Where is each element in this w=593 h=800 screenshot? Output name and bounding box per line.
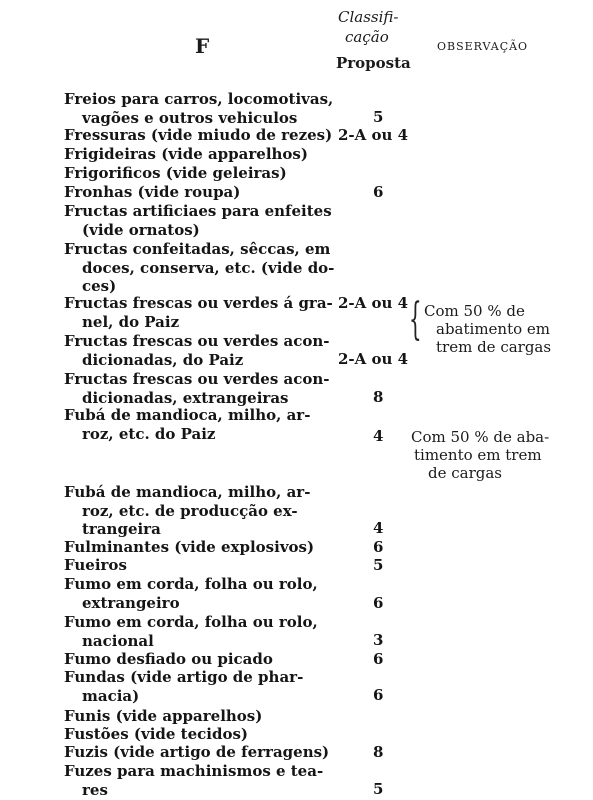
column-header-observacao: OBSERVAÇÃO	[437, 40, 529, 53]
entry-title: Funis (vide apparelhos)	[64, 707, 263, 725]
entry-title: Freios para carros, locomotivas,	[64, 90, 334, 108]
entry-classification: 6	[373, 686, 384, 704]
entry-title: Fronhas (vide roupa)	[64, 183, 241, 201]
observation-note-1	[424, 302, 551, 356]
entry-title: Fumo em corda, folha ou rolo,	[64, 575, 318, 593]
entry-title: Fructas frescas ou verdes acon-	[64, 332, 330, 350]
entry-title: Fubá de mandioca, milho, ar-	[64, 483, 311, 501]
entry-continuation: macia)	[82, 686, 140, 705]
observation-note-2	[411, 428, 549, 482]
entry-classification: 6	[373, 650, 384, 668]
column-header-classificacao-2: cação	[345, 28, 389, 46]
entry-title: Fuzis (vide artigo de ferragens)	[64, 743, 330, 761]
entry-continuation: roz, etc. de producção ex-	[82, 501, 298, 520]
entry-continuation: extrangeiro	[82, 593, 180, 612]
entry-classification: 6	[373, 183, 384, 201]
entry-continuation: dicionadas, do Paiz	[82, 350, 244, 369]
column-header-proposta: Proposta	[336, 54, 411, 72]
entry-title: Fueiros	[64, 556, 127, 574]
entry-title: Fumo em corda, folha ou rolo,	[64, 613, 318, 631]
column-header-classificacao-1: Classifi-	[338, 8, 399, 26]
entry-classification: 5	[373, 556, 384, 574]
note-line: de cargas	[428, 464, 503, 482]
entry-continuation: vagões e outros vehiculos	[82, 108, 298, 127]
entry-title: Frigideiras (vide apparelhos)	[64, 145, 308, 163]
entry-title: Fundas (vide artigo de phar-	[64, 668, 304, 686]
entry-classification: 2-A ou 4	[338, 294, 409, 312]
entry-title: Fructas frescas ou verdes acon-	[64, 370, 330, 388]
entry-title: Fressuras (vide miudo de rezes)	[64, 126, 333, 144]
entry-classification: 8	[373, 743, 384, 761]
entry-classification: 8	[373, 388, 384, 406]
entry-continuation: trangeira	[82, 520, 161, 539]
entry-continuation: res	[82, 780, 108, 799]
entry-title: Fumo desfiado ou picado	[64, 650, 273, 668]
entry-continuation: roz, etc. do Paiz	[82, 424, 216, 443]
entry-classification: 2-A ou 4	[338, 350, 409, 368]
entry-classification: 4	[373, 519, 384, 537]
entry-title: Fulminantes (vide explosivos)	[64, 538, 315, 556]
entry-classification: 5	[373, 108, 384, 126]
note-line: Com 50 % de aba-	[411, 428, 550, 446]
entry-title: Frigorificos (vide geleiras)	[64, 164, 287, 182]
section-letter: F	[195, 34, 210, 58]
entry-continuation: ces)	[82, 277, 117, 296]
entry-classification: 3	[373, 631, 384, 649]
entry-title: Fuzes para machinismos e tea-	[64, 762, 324, 780]
brace-mark: {	[409, 294, 422, 345]
entry-classification: 5	[373, 780, 384, 798]
entry-title: Fructas artificiaes para enfeites	[64, 202, 332, 220]
entry-classification: 2-A ou 4	[338, 126, 409, 144]
entry-classification: 6	[373, 538, 384, 556]
entry-title: Fubá de mandioca, milho, ar-	[64, 406, 311, 424]
entry-title: Fructas confeitadas, sêccas, em	[64, 240, 331, 258]
entry-continuation: nacional	[82, 631, 154, 650]
entry-title: Fructas frescas ou verdes á gra-	[64, 294, 333, 312]
note-line: Com 50 % de	[424, 302, 525, 320]
note-line: abatimento em	[436, 320, 551, 338]
entry-title: Fustões (vide tecidos)	[64, 725, 248, 743]
entry-classification: 6	[373, 594, 384, 612]
entry-continuation: doces, conserva, etc. (vide do-	[82, 258, 335, 277]
note-line: trem de cargas	[436, 338, 552, 356]
note-line: timento em trem	[414, 446, 542, 464]
entry-classification: 4	[373, 427, 384, 445]
entry-continuation: (vide ornatos)	[82, 220, 200, 239]
entry-continuation: dicionadas, extrangeiras	[82, 388, 289, 407]
entry-continuation: nel, do Paiz	[82, 312, 180, 331]
